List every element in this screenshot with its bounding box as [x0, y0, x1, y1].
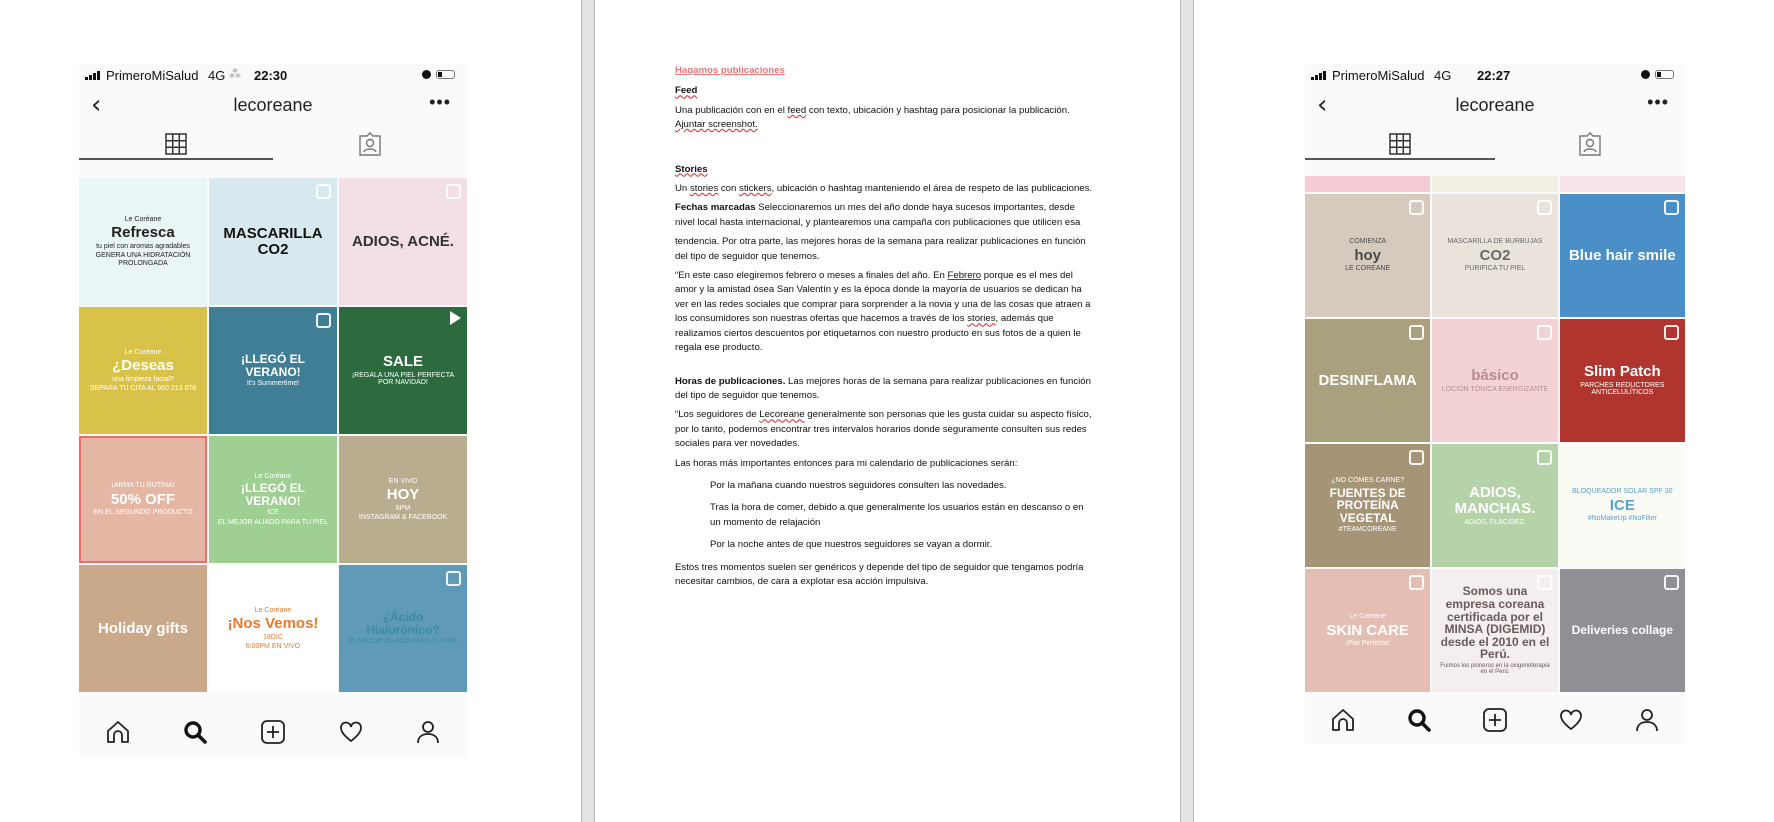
- tagged-icon: [1578, 132, 1602, 156]
- home-button[interactable]: [1328, 705, 1358, 735]
- stories-paragraph: [675, 182, 1095, 196]
- post-caption-text: Le Coréane: [124, 348, 162, 356]
- grid-icon: [1389, 133, 1411, 155]
- heart-icon: [338, 719, 364, 745]
- febrero-paragraph: [675, 269, 1095, 355]
- post-caption-text: SEPARA TU CITA AL 960 213 076: [89, 385, 197, 393]
- back-chevron-icon[interactable]: ‹: [91, 90, 102, 120]
- post-tile[interactable]: [1560, 444, 1685, 567]
- profile-icon: [415, 719, 441, 745]
- post-caption-text: ¡Nos Vemos!: [227, 614, 319, 632]
- post-caption-text: LE COREANE: [1345, 265, 1391, 273]
- feed-paragraph: [675, 104, 1095, 133]
- stories-title-text: Stories: [675, 163, 708, 175]
- post-caption-text: Somos una empresa coreana certificada por el MINSA (DIGEMID) desde el 2010 en el Perú.: [1440, 584, 1550, 662]
- document-body: [675, 64, 1095, 589]
- post-caption-text: ICE: [1609, 496, 1635, 514]
- post-caption-text: COMIENZA: [1349, 238, 1387, 246]
- bottom-tab-bar: [1305, 696, 1685, 744]
- feed-text: con texto, ubicación y hashtag para posicionar la publicación.: [806, 104, 1070, 116]
- tab-grid[interactable]: [79, 128, 273, 160]
- post-tile[interactable]: [79, 307, 207, 434]
- tab-grid[interactable]: [1305, 128, 1495, 160]
- feed-attach-note: Ajuntar screenshot.: [675, 119, 758, 131]
- post-tile[interactable]: [209, 307, 337, 434]
- post-tile[interactable]: [1305, 194, 1430, 317]
- post-tile[interactable]: [1305, 569, 1430, 692]
- post-tile[interactable]: [1305, 319, 1430, 442]
- post-caption-text: LOCIÓN TÓNICA ENERGIZANTE: [1441, 385, 1549, 393]
- post-caption-text: BLOQUEADOR SOLAR SPF 30: [1572, 488, 1673, 496]
- network-type: 4G: [208, 68, 226, 83]
- post-caption-text: SKIN CARE: [1326, 621, 1409, 639]
- post-caption-text: #TEAMCOREANE: [1338, 526, 1397, 534]
- stickers-word: stickers: [739, 183, 772, 195]
- heart-icon: [1558, 707, 1584, 733]
- post-tile[interactable]: [1560, 569, 1685, 692]
- profile-tabs: [79, 128, 467, 160]
- post-tile[interactable]: [339, 307, 467, 434]
- instagram-screenshot-left: [79, 64, 467, 756]
- profile-username: lecoreane: [233, 95, 313, 115]
- lecoreane-word: Lecoreane: [759, 409, 805, 421]
- post-caption-text: Le Coréane: [254, 472, 292, 480]
- profile-button[interactable]: [1632, 705, 1662, 735]
- partial-post-tile: [1305, 176, 1430, 192]
- post-caption-text: PARCHES REDUCTORES ANTICELULÍTICOS: [1580, 382, 1665, 397]
- alarm-icon: [1641, 70, 1650, 79]
- profile-tabs: [1305, 128, 1685, 160]
- post-tile[interactable]: [209, 178, 337, 305]
- more-options-icon[interactable]: •••: [429, 92, 451, 112]
- febrero-text: porque es el mes del amor y la amistad ósea San Valentín y es la época donde la mayoría de usuarios se dedican ha ver en las redes sociales que comprar para sorprender a la novia y una de las cosas que atraen a los consumidores son nuestras ofertas que hacemos a través de los: [675, 270, 1091, 325]
- closing-paragraph: Estos tres momentos suelen ser genéricos y depende del tipo de seguidor que tengamos podría necesitar cambios, de cara a explotar esa acción impulsiva.: [675, 561, 1084, 587]
- post-caption-text: GENERA UNA HIDRATACIÓN PROLONGADA: [95, 252, 191, 267]
- post-caption-text: ADIOS, FLACIDEZ.: [1464, 518, 1526, 526]
- post-tile[interactable]: [1305, 444, 1430, 567]
- multiple-photos-icon: [1537, 575, 1552, 590]
- post-caption-text: ¿Deseas: [112, 356, 174, 374]
- post-tile[interactable]: [79, 436, 207, 563]
- profile-header: [1305, 88, 1685, 128]
- battery-icon: [436, 70, 455, 79]
- post-caption-text: Blue hair smile: [1568, 246, 1676, 264]
- list-item: Por la noche antes de que nuestros seguidores se vayan a dormir.: [710, 539, 993, 551]
- post-tile[interactable]: [209, 565, 337, 692]
- status-bar: [79, 64, 467, 88]
- alarm-icon: [422, 70, 431, 79]
- post-caption-text: SALE: [382, 353, 423, 371]
- loading-spinner-icon: ⁂: [229, 67, 241, 81]
- partial-post-tile: [1560, 176, 1685, 192]
- post-caption-text: EN EL SEGUNDO PRODUCTO: [93, 509, 193, 517]
- horas-importantes-paragraph: Las horas más importantes entonces para mi calendario de publicaciones serán:: [675, 457, 1018, 469]
- multiple-photos-icon: [1409, 325, 1424, 340]
- fechas-label: Fechas marcadas: [675, 202, 756, 214]
- post-tile[interactable]: [79, 565, 207, 692]
- tab-tagged[interactable]: [1495, 128, 1685, 160]
- post-caption-text: ¡ARMA TU RUTINA!: [111, 482, 175, 490]
- search-icon: [182, 719, 208, 745]
- post-caption-text: tu piel con aromas agradables: [96, 243, 190, 251]
- multiple-photos-icon: [1409, 450, 1424, 465]
- post-caption-text: It's Summertime!: [246, 380, 300, 388]
- feed-title: [675, 84, 1095, 98]
- multiple-photos-icon: [1664, 325, 1679, 340]
- post-caption-text: INSTAGRAM & FACEBOOK: [358, 514, 448, 522]
- post-caption-text: ¡Piel Perfecta!: [1345, 640, 1390, 648]
- post-tile[interactable]: [209, 436, 337, 563]
- more-options-icon[interactable]: •••: [1647, 92, 1669, 112]
- post-tile[interactable]: [1432, 194, 1557, 317]
- multiple-photos-icon: [1409, 200, 1424, 215]
- add-post-button[interactable]: [1480, 705, 1510, 735]
- post-caption-text: ¡REGALA UNA PIEL PERFECTA POR NAVIDAD!: [351, 372, 455, 387]
- multiple-photos-icon: [1664, 575, 1679, 590]
- post-tile[interactable]: [79, 178, 207, 305]
- stories-title: [675, 163, 1095, 177]
- multiple-photos-icon: [446, 184, 461, 199]
- list-item: Tras la hora de comer, debido a que generalmente los usuarios están en descanso o en un momento de relajación: [710, 502, 1084, 528]
- feed-title-text: Feed: [675, 85, 698, 97]
- post-tile[interactable]: [339, 565, 467, 692]
- post-caption-text: EN VIVO: [388, 477, 418, 485]
- activity-button[interactable]: [1556, 705, 1586, 735]
- network-type: 4G: [1434, 68, 1452, 83]
- stories-text: , ubicación o hashtag manteniendo el área de respeto de las publicaciones.: [771, 183, 1093, 195]
- carrier-name: PrimeroMiSalud: [106, 68, 199, 83]
- seguidores-text: “Los seguidores de: [675, 409, 760, 421]
- profile-username: lecoreane: [1455, 95, 1535, 115]
- search-icon: [1406, 707, 1432, 733]
- battery-icon: [1655, 70, 1674, 79]
- post-caption-text: Slim Patch: [1583, 363, 1661, 381]
- post-caption-text: HOY: [386, 485, 420, 503]
- post-caption-text: Holiday gifts: [97, 619, 188, 637]
- status-time: 22:27: [1477, 68, 1511, 83]
- post-tile[interactable]: [1560, 319, 1685, 442]
- post-caption-text: hoy: [1354, 246, 1381, 264]
- post-caption-text: 18DIC: [263, 633, 283, 641]
- stories-text: con: [718, 183, 740, 195]
- multiple-photos-icon: [1537, 325, 1552, 340]
- stories-word: stories: [689, 183, 719, 195]
- tendencia-paragraph: tendencia. Por otra parte, las mejores horas de la semana para realizar publicaciones en función del tipo de seguidor que tenemos.: [675, 236, 1086, 262]
- multiple-photos-icon: [316, 313, 331, 328]
- signal-icon: [1311, 71, 1326, 80]
- profile-header: [79, 88, 467, 128]
- status-bar: [1305, 64, 1685, 88]
- post-caption-text: ADIOS, MANCHAS.: [1454, 484, 1536, 517]
- carrier-name: PrimeroMiSalud: [1332, 68, 1425, 83]
- tagged-icon: [358, 132, 382, 156]
- partial-post-row: [1305, 176, 1685, 192]
- home-icon: [1330, 707, 1356, 733]
- post-caption-text: ¿Ácido Hialurónico?: [366, 610, 440, 637]
- back-chevron-icon[interactable]: ‹: [1317, 90, 1328, 120]
- post-caption-text: PURIFICA TU PIEL: [1464, 265, 1526, 273]
- post-caption-text: 6PM: [395, 504, 411, 512]
- home-button[interactable]: [103, 717, 133, 747]
- post-caption-text: FUENTES DE PROTEÍNA VEGETAL: [1329, 485, 1406, 525]
- post-caption-text: DESINFLAMA: [1318, 371, 1417, 389]
- post-grid: [79, 178, 467, 692]
- add-post-button[interactable]: [258, 717, 288, 747]
- video-play-icon: [450, 311, 461, 325]
- multiple-photos-icon: [446, 571, 461, 586]
- feed-text: Una publicación con en el: [675, 104, 788, 116]
- post-caption-text: #NoMakeUp #NoFilter: [1587, 515, 1657, 523]
- profile-icon: [1634, 707, 1660, 733]
- active-tab-indicator: [1305, 158, 1495, 160]
- active-tab-indicator: [79, 158, 273, 160]
- post-tile[interactable]: [1432, 569, 1557, 692]
- seguidores-text: generalmente son personas que les gusta cuidar su aspecto físico, por lo tanto, podemos encontrar tres intervalos horarios donde seguramente consulten sus redes sociales para ver novedades.: [675, 409, 1092, 450]
- febrero-word: Febrero: [947, 270, 982, 282]
- seguidores-paragraph: [675, 408, 1095, 451]
- febrero-text: , además que realizamos ciertos descuentos por etiquetarnos con nuestro producto en sus fotos de a quien le regala ese producto.: [675, 313, 1081, 354]
- post-tile[interactable]: [1432, 444, 1557, 567]
- fechas-paragraph: [675, 201, 1095, 230]
- post-tile[interactable]: [339, 178, 467, 305]
- post-tile[interactable]: [339, 436, 467, 563]
- multiple-photos-icon: [316, 184, 331, 199]
- post-caption-text: MASCARILLA DE BURBUJAS: [1447, 238, 1543, 246]
- post-caption-text: Deliveries collage: [1571, 623, 1674, 638]
- post-caption-text: ADIOS, ACNÉ.: [352, 232, 454, 250]
- add-post-icon: [260, 719, 286, 745]
- tab-tagged[interactable]: [273, 128, 467, 160]
- post-caption-text: 50% OFF: [110, 490, 176, 508]
- stories-text: Un: [675, 183, 690, 195]
- horas-paragraph: [675, 375, 1095, 404]
- activity-button[interactable]: [336, 717, 366, 747]
- document-heading: Hagamos publicaciones: [675, 65, 785, 76]
- home-icon: [105, 719, 131, 745]
- feed-word: feed: [787, 104, 807, 116]
- multiple-photos-icon: [1409, 575, 1424, 590]
- signal-icon: [85, 71, 100, 80]
- post-caption-text: MASCARILLA CO2: [223, 224, 323, 258]
- search-button[interactable]: [180, 717, 210, 747]
- post-caption-text: EL MEJOR ALIADO PARA TU PIEL: [217, 518, 329, 526]
- multiple-photos-icon: [1664, 200, 1679, 215]
- post-caption-text: 6:00PM EN VIVO: [245, 643, 301, 651]
- post-caption-text: EL MEJOR ALIADO PARA TU PIEL: [347, 638, 459, 646]
- multiple-photos-icon: [1537, 450, 1552, 465]
- post-caption-text: básico: [1471, 366, 1519, 384]
- grid-icon: [165, 133, 187, 155]
- post-caption-text: ICE: [267, 509, 279, 517]
- horas-label: Horas de publicaciones.: [675, 375, 786, 387]
- page-gap-right: [1180, 0, 1194, 822]
- bottom-tab-bar: [79, 708, 467, 756]
- post-caption-text: Le Coréane: [254, 606, 292, 614]
- post-grid: [1305, 194, 1685, 692]
- post-caption-text: Fuimos los pioneros en la oxigenoterapia en el Perú.: [1440, 662, 1550, 676]
- post-caption-text: Le Coréane: [124, 215, 162, 223]
- post-caption-text: ¡LLEGÓ EL VERANO!: [241, 481, 305, 508]
- febrero-text: “En este caso elegiremos febrero o meses a finales del año. En: [675, 270, 948, 282]
- profile-button[interactable]: [413, 717, 443, 747]
- search-button[interactable]: [1404, 705, 1434, 735]
- fechas-text: Seleccionaremos un mes del año donde haya sucesos importantes, desde nivel local hasta internacional, y plantearemos una campaña con publicaciones que utilicen esa: [675, 202, 1081, 228]
- multiple-photos-icon: [1537, 200, 1552, 215]
- partial-post-tile: [1432, 176, 1557, 192]
- post-caption-text: Le Coreane: [1349, 613, 1386, 621]
- status-time: 22:30: [254, 68, 288, 83]
- post-tile[interactable]: [1432, 319, 1557, 442]
- post-caption-text: ¡LLEGÓ EL VERANO!: [241, 352, 305, 379]
- post-tile[interactable]: [1560, 194, 1685, 317]
- stories-word: stories: [967, 313, 996, 325]
- post-caption-text: ¿NO COMES CARNE?: [1331, 477, 1405, 485]
- page-gap-left: [581, 0, 595, 822]
- instagram-screenshot-right: [1305, 64, 1685, 744]
- post-caption-text: CO2: [1479, 246, 1511, 264]
- post-caption-text: una limpieza facial?: [112, 375, 174, 383]
- list-item: Por la mañana cuando nuestros seguidores consulten las novedades.: [710, 479, 1007, 491]
- horas-text: Las mejores horas de la semana para realizar publicaciones en función del tipo de seguidor que tenemos.: [675, 375, 1091, 401]
- post-caption-text: Refresca: [111, 224, 175, 242]
- add-post-icon: [1482, 707, 1508, 733]
